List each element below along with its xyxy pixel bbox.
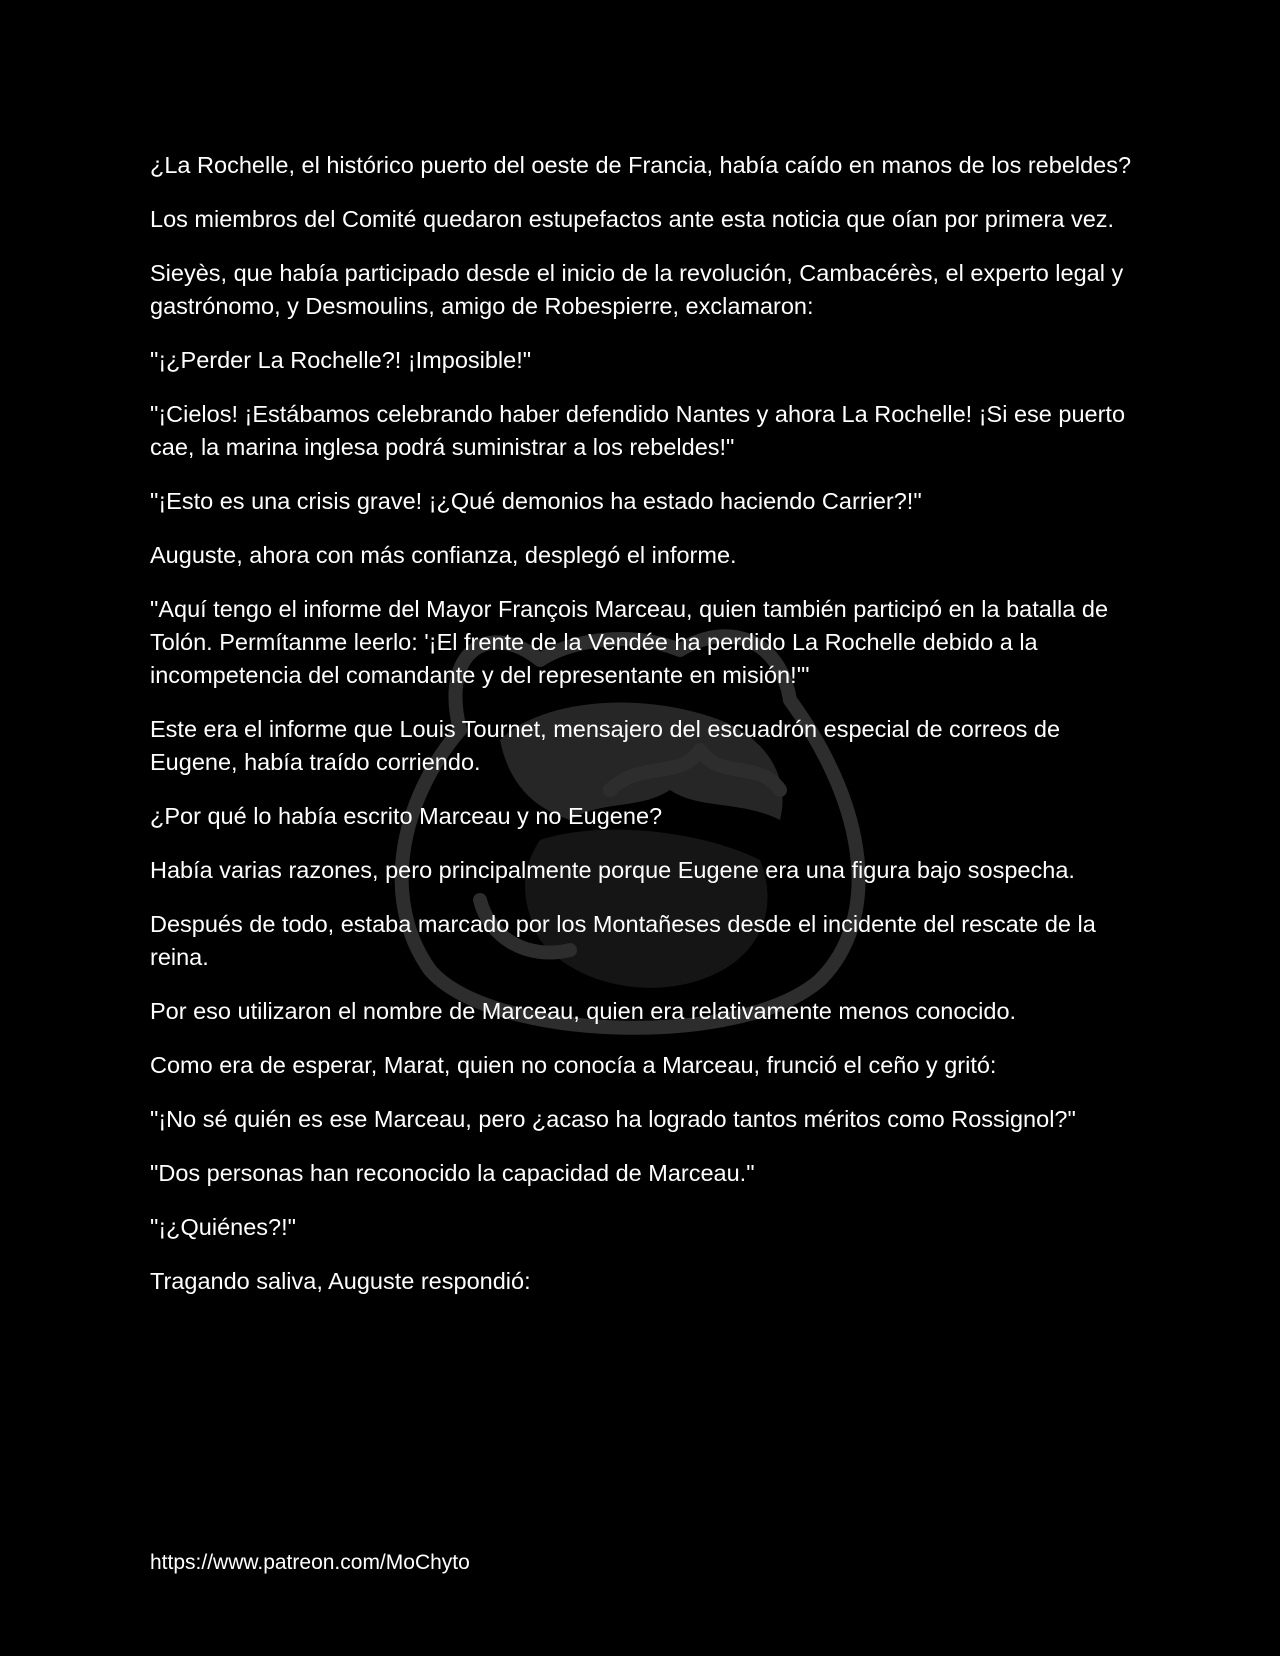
- paragraph: Los miembros del Comité quedaron estupefactos ante esta noticia que oían por primera vez.: [150, 206, 1115, 232]
- paragraph: Sieyès, que había participado desde el inicio de la revolución, Cambacérès, el experto legal y gastrónomo, y Desmoulins, amigo de Robespierre, exclamaron:: [150, 260, 1124, 319]
- paragraph: Después de todo, estaba marcado por los Montañeses desde el incidente del rescate de la reina.: [150, 911, 1096, 970]
- paragraph: Por eso utilizaron el nombre de Marceau, quien era relativamente menos conocido.: [150, 998, 1017, 1024]
- paragraph: Como era de esperar, Marat, quien no conocía a Marceau, frunció el ceño y gritó:: [150, 1052, 997, 1078]
- paragraph: Auguste, ahora con más confianza, desplegó el informe.: [150, 542, 737, 568]
- paragraph: Había varias razones, pero principalmente porque Eugene era una figura bajo sospecha.: [150, 857, 1075, 883]
- paragraph: "¡No sé quién es ese Marceau, pero ¿acaso ha logrado tantos méritos como Rossignol?": [150, 1106, 1076, 1132]
- paragraph: "¡Esto es una crisis grave! ¡¿Qué demonios ha estado haciendo Carrier?!": [150, 488, 922, 514]
- paragraph: "Aquí tengo el informe del Mayor François Marceau, quien también participó en la batalla de Tolón. Permítanme leerlo: '¡El frente de la Vendée ha perdido La Rochelle debido a la incompetencia del comandante y del representante en misión!'": [150, 596, 1109, 688]
- paragraph: Tragando saliva, Auguste respondió:: [150, 1268, 531, 1294]
- paragraph: ¿Por qué lo había escrito Marceau y no Eugene?: [150, 803, 663, 829]
- paragraph: Este era el informe que Louis Tournet, mensajero del escuadrón especial de correos de Eugene, había traído corriendo.: [150, 716, 1061, 775]
- paragraph: "Dos personas han reconocido la capacidad de Marceau.": [150, 1160, 755, 1186]
- paragraph: "¡¿Quiénes?!": [150, 1214, 296, 1240]
- document-body: [150, 149, 1140, 1319]
- paragraph: ¿La Rochelle, el histórico puerto del oeste de Francia, había caído en manos de los rebeldes?: [150, 152, 1132, 178]
- paragraph: "¡Cielos! ¡Estábamos celebrando haber defendido Nantes y ahora La Rochelle! ¡Si ese puerto cae, la marina inglesa podrá suministrar a los rebeldes!": [150, 401, 1126, 460]
- paragraph: "¡¿Perder La Rochelle?! ¡Imposible!": [150, 347, 532, 373]
- patreon-link[interactable]: https://www.patreon.com/MoChyto: [150, 1551, 470, 1574]
